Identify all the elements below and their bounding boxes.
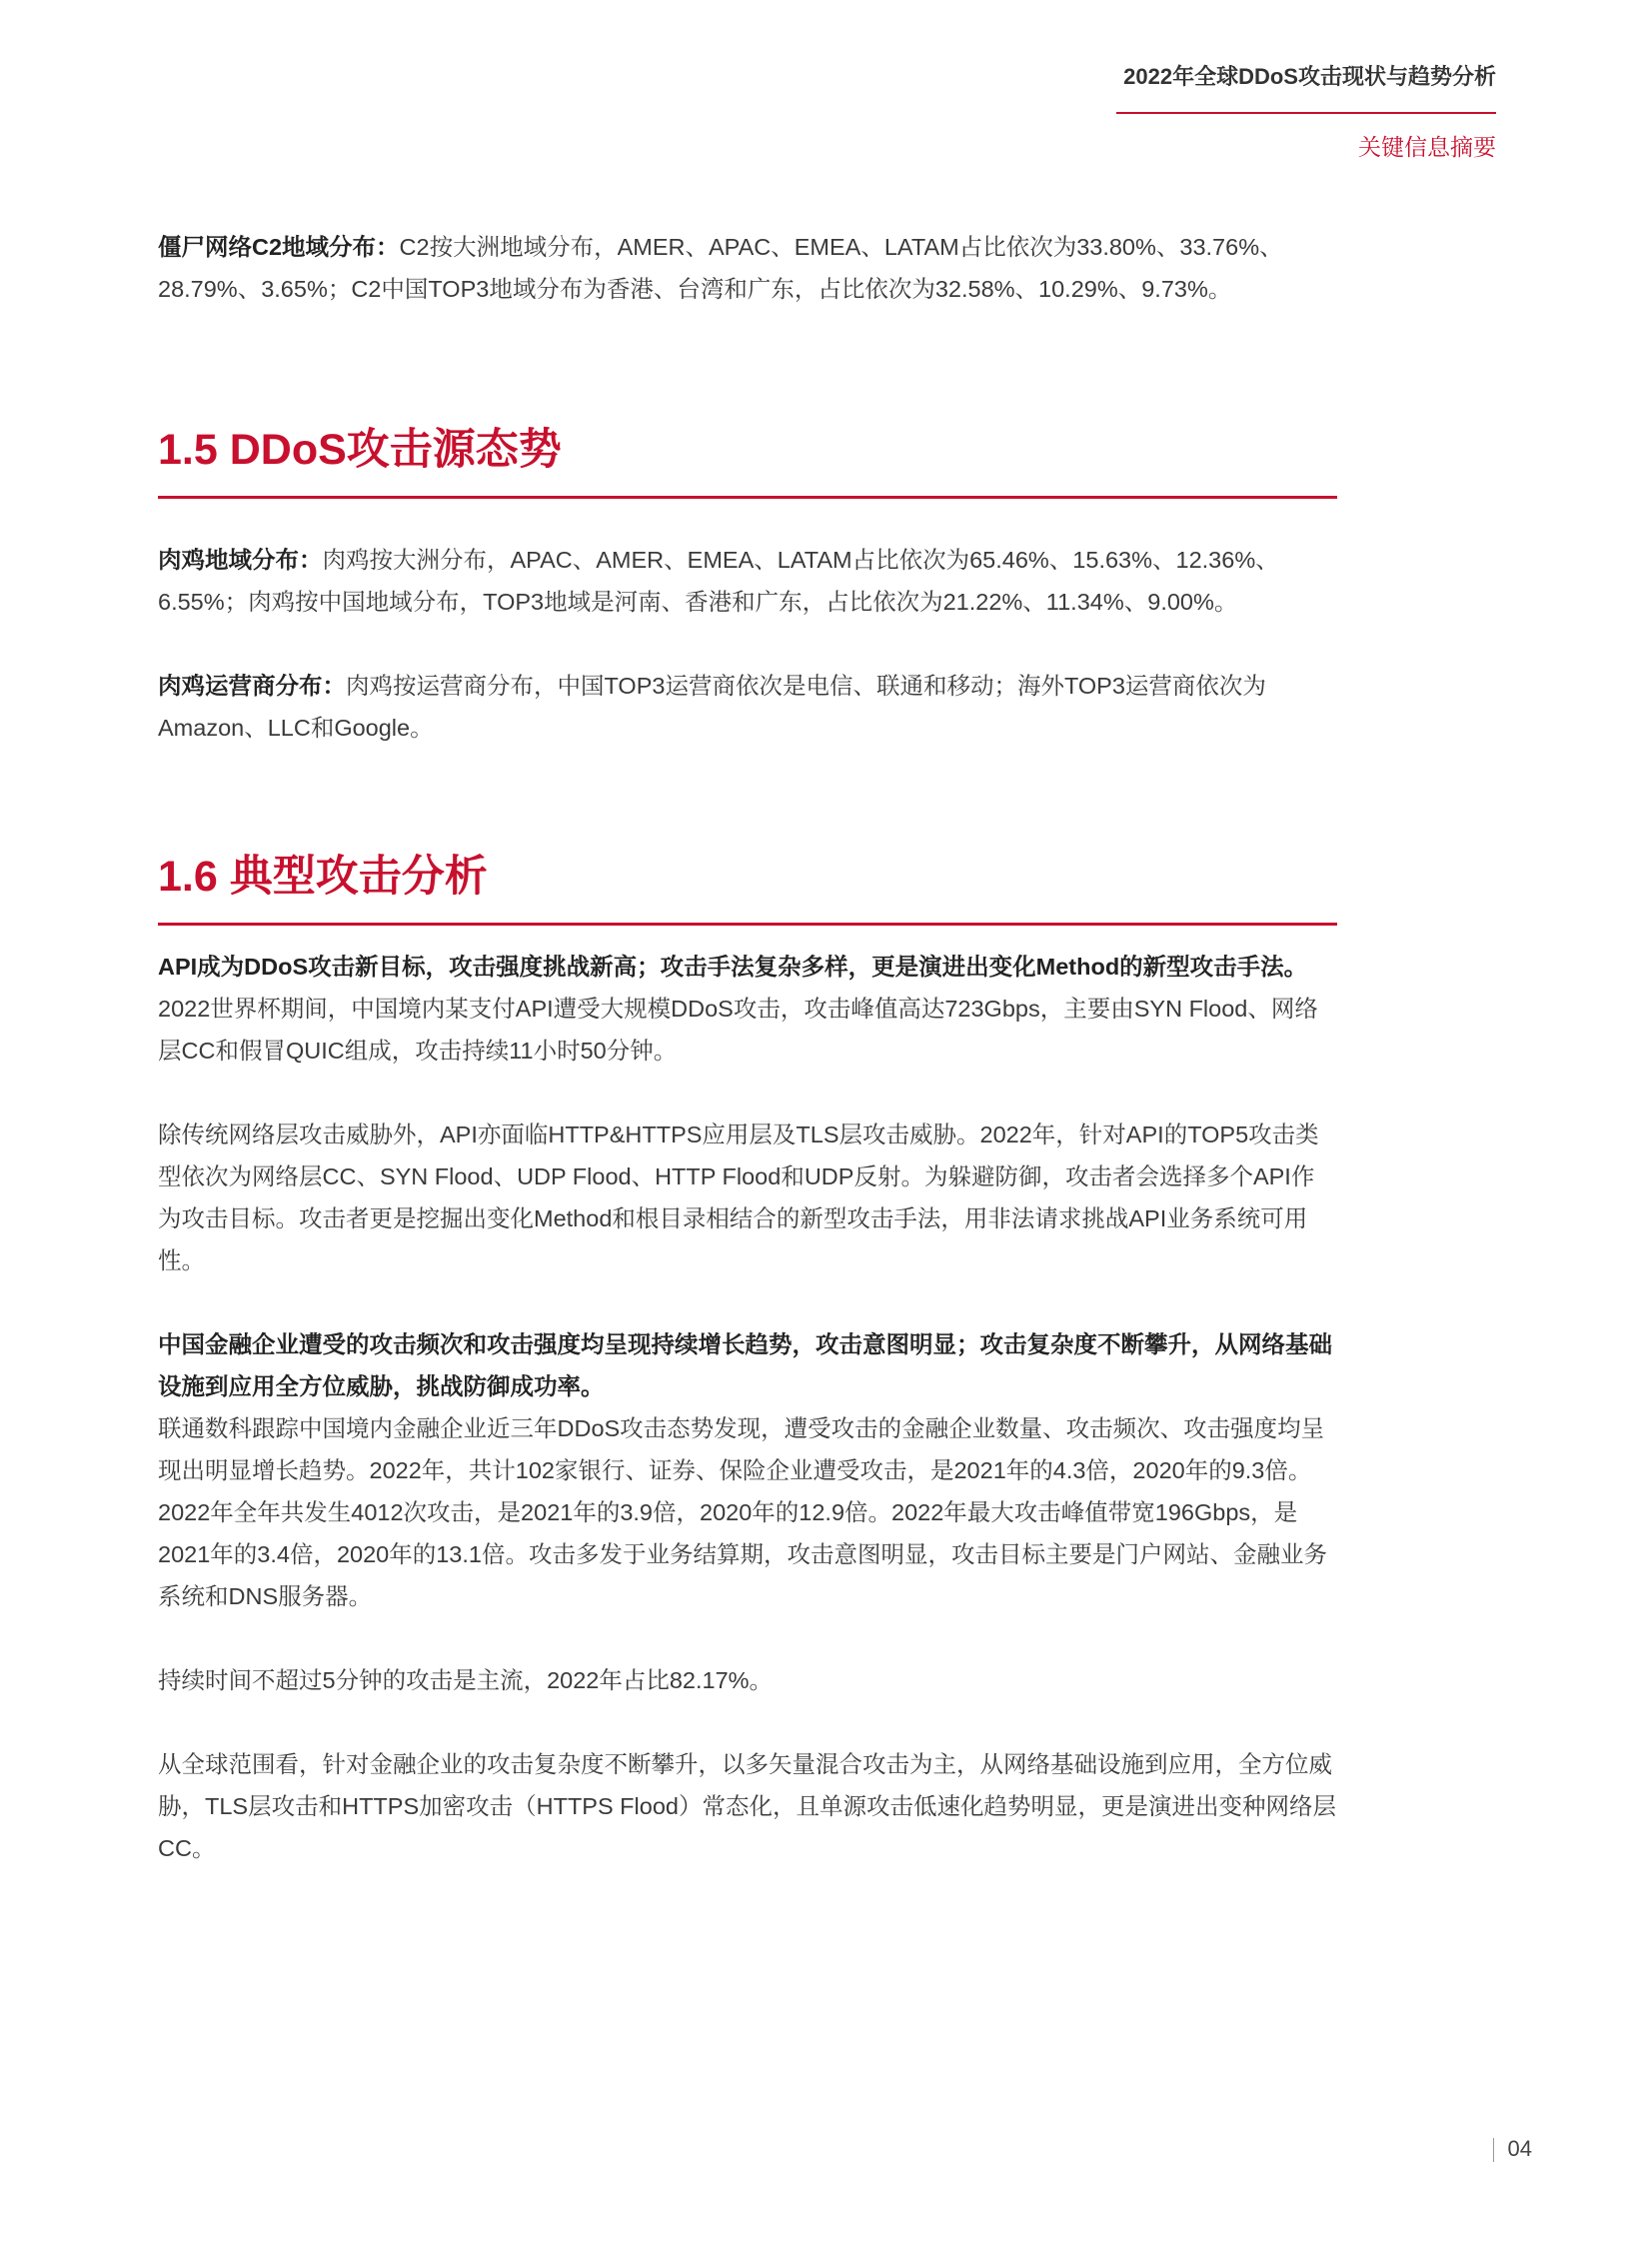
finance-paragraph-3: 从全球范围看，针对金融企业的攻击复杂度不断攀升，以多矢量混合攻击为主，从网络基础设施到应用，全方位威胁，TLS层攻击和HTTPS加密攻击（HTTPS Flood）常态化，且单源攻击低速化趋势明显，更是演进出变种网络层CC。 (158, 1751, 1336, 1861)
api-lead: API成为DDoS攻击新目标，攻击强度挑战新高；攻击手法复杂多样，更是演进出变化Method的新型攻击手法。 (158, 954, 1308, 980)
page-number-divider (1493, 2138, 1494, 2162)
api-paragraph-2: 除传统网络层攻击威胁外，API亦面临HTTP&HTTPS应用层及TLS层攻击威胁。2022年，针对API的TOP5攻击类型依次为网络层CC、SYN Flood、UDP Flood、HTTP Flood和UDP反射。为躲避防御，攻击者会选择多个API作为攻击目标。攻击者更是挖掘出变化Method和根目录相结合的新型攻击手法，用非法请求挑战API业务系统可用性。 (158, 1122, 1319, 1273)
broiler-isp-text: 肉鸡按运营商分布，中国TOP3运营商依次是电信、联通和移动；海外TOP3运营商依次为Amazon、LLC和Google。 (158, 673, 1266, 741)
intro-label: 僵尸网络C2地域分布： (158, 234, 400, 260)
header-divider (1116, 112, 1496, 114)
page-number-text: 04 (1507, 2136, 1532, 2161)
finance-paragraph-2: 持续时间不超过5分钟的攻击是主流，2022年占比82.17%。 (158, 1667, 774, 1693)
broiler-isp-label: 肉鸡运营商分布： (158, 673, 346, 699)
intro-paragraph (158, 226, 1337, 310)
broiler-isp-paragraph (158, 665, 1337, 749)
page-header (1116, 62, 1496, 162)
finance-lead: 中国金融企业遭受的攻击频次和攻击强度均呈现持续增长趋势，攻击意图明显；攻击复杂度不断攀升，从网络基础设施到应用全方位威胁，挑战防御成功率。 (158, 1331, 1332, 1399)
page-number (1493, 2136, 1532, 2162)
intro-text: C2按大洲地域分布，AMER、APAC、EMEA、LATAM占比依次为33.80%、33.76%、28.79%、3.65%；C2中国TOP3地域分布为香港、台湾和广东，占比依次为32.58%、10.29%、9.73%。 (158, 234, 1283, 302)
broiler-region-text: 肉鸡按大洲分布，APAC、AMER、EMEA、LATAM占比依次为65.46%、15.63%、12.36%、6.55%；肉鸡按中国地域分布，TOP3地域是河南、香港和广东，占比依次为21.22%、11.34%、9.00%。 (158, 547, 1279, 615)
finance-paragraph-1: 联通数科跟踪中国境内金融企业近三年DDoS攻击态势发现，遭受攻击的金融企业数量、攻击频次、攻击强度均呈现出明显增长趋势。2022年，共计102家银行、证券、保险企业遭受攻击，是2021年的4.3倍，2020年的9.3倍。2022年全年共发生4012次攻击，是2021年的3.9倍，2020年的12.9倍。2022年最大攻击峰值带宽196Gbps，是2021年的3.4倍，2020年的13.1倍。攻击多发于业务结算期，攻击意图明显，攻击目标主要是门户网站、金融业务系统和DNS服务器。 (158, 1415, 1327, 1609)
section-subtitle: 关键信息摘要 (1358, 134, 1496, 160)
broiler-region-paragraph (158, 539, 1337, 623)
section-heading-1-5: 1.5 DDoS攻击源态势 (158, 420, 1337, 499)
main-content (158, 226, 1337, 1869)
api-paragraph-1: 2022世界杯期间，中国境内某支付API遭受大规模DDoS攻击，攻击峰值高达723Gbps，主要由SYN Flood、网络层CC和假冒QUIC组成，攻击持续11小时50分钟。 (158, 996, 1318, 1064)
section-heading-1-6: 1.6 典型攻击分析 (158, 847, 1337, 926)
broiler-region-label: 肉鸡地域分布： (158, 547, 323, 573)
report-title: 2022年全球DDoS攻击现状与趋势分析 (1123, 64, 1496, 89)
